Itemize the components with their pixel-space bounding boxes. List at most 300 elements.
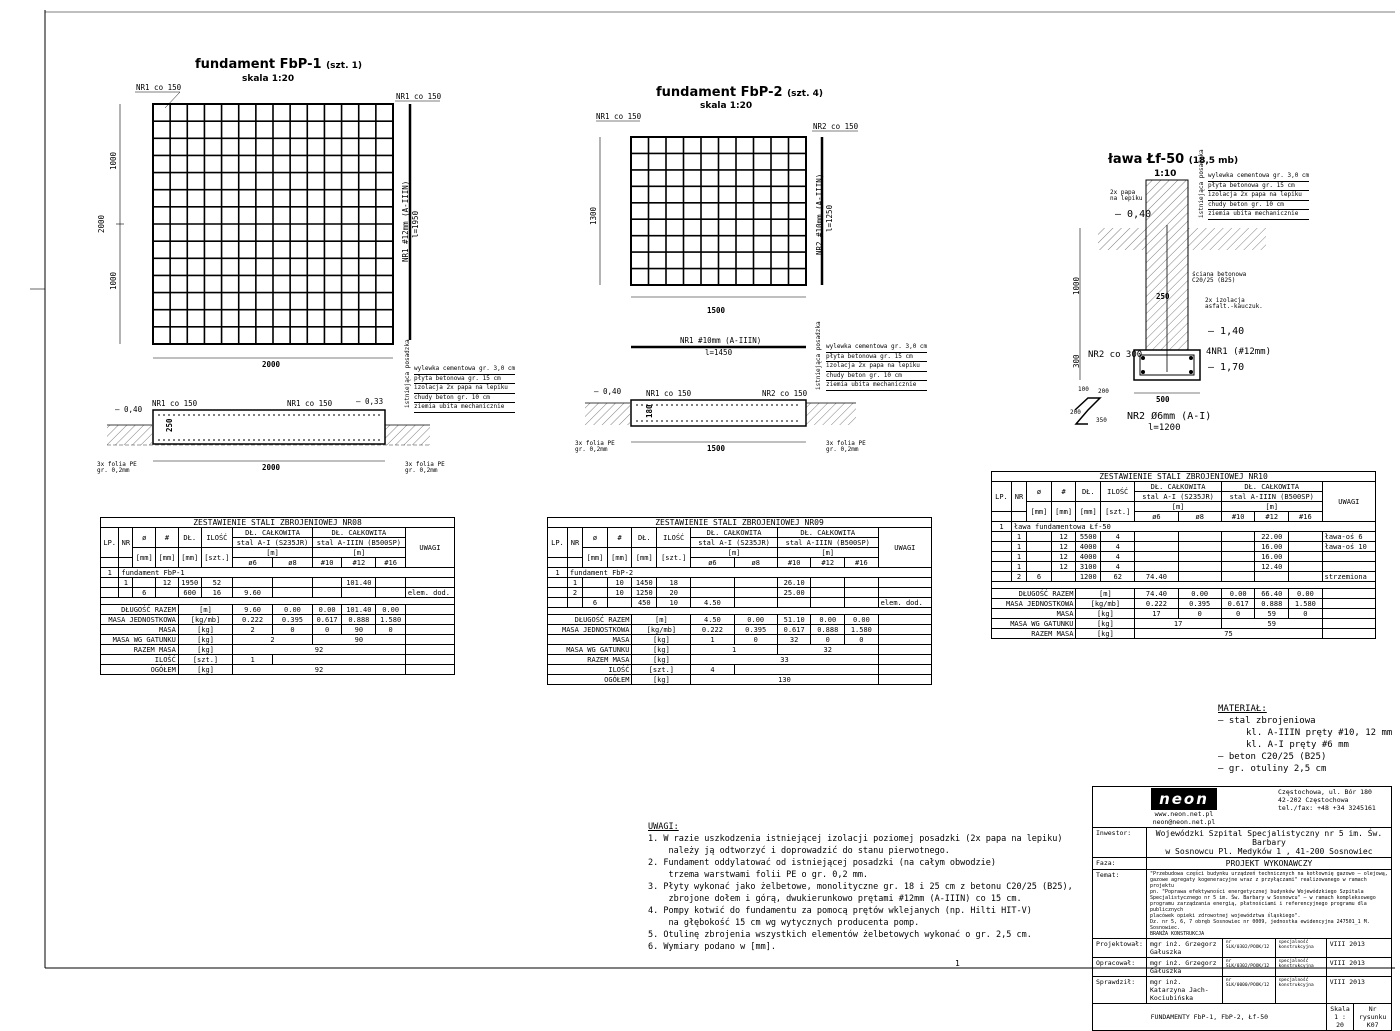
lawa-nr2-len: l=1200 (1148, 423, 1181, 433)
table-cell (1027, 532, 1052, 542)
table-cell: [kg/mb] (178, 615, 232, 625)
table-cell (273, 578, 313, 588)
h-hash: # (607, 528, 632, 548)
note-line: zbrojone dołem i górą, dwukierunkowo prętami #12mm (A-IIIN) co 15 cm. (648, 894, 1022, 904)
table-cell: 1 (119, 578, 133, 588)
h-f16: #16 (376, 558, 405, 568)
tb-inv-1: Wojewódzki Szpital Specjalistyczny nr 5 im. Św. Barbary (1155, 829, 1383, 847)
table-cell: strzemiona (1322, 572, 1375, 582)
layer-label: izolacja 2x papa na lepiku (414, 384, 515, 394)
h-a1: stal A-I (S235JR) (691, 538, 778, 548)
lawa-level-top: – 0,40 (1115, 209, 1152, 220)
table-cell: RAZEM MASA (548, 655, 632, 665)
fbp1-sec-nr1-a: NR1 co 150 (152, 399, 198, 408)
table-cell (811, 598, 845, 608)
h-fi: ø (133, 528, 156, 548)
table-cell: OGÓŁEM (101, 665, 179, 675)
table-cell: 12.40 (1255, 562, 1289, 572)
layer-label: płyta betonowa gr. 15 cm (826, 353, 927, 363)
table-cell: 0.617 (1221, 599, 1255, 609)
tb-mail: neon@neon.net.pl (1152, 818, 1216, 826)
table-cell: 32 (777, 645, 878, 655)
table-cell (1051, 572, 1076, 582)
role-date: VIII 2013 (1326, 958, 1391, 977)
topic-line: Sosnowiec. (1149, 925, 1181, 931)
table-cell: 4000 (1076, 552, 1101, 562)
note-line: należy ją odtworzyć i doprowadzić do stanu pierwotnego. (648, 846, 950, 856)
table-cell: 6 (583, 598, 608, 608)
table-cell (1027, 542, 1052, 552)
lawa-dim-500: 500 (1156, 395, 1170, 404)
table-cell: 4000 (1076, 542, 1101, 552)
table-cell: 4.50 (691, 598, 734, 608)
table-cell: ława-oś 10 (1322, 542, 1375, 552)
note-line: 2. Fundament oddylatować od istniejącej posadzki (na całym obwodzie) (648, 858, 996, 868)
topic-line: gazowe agregaty kogeneracyjne wraz z przyłączami" realizowanego w ramach projektu (1149, 877, 1367, 889)
notes-title: UWAGI: (648, 822, 679, 832)
steel-table-nr10: ZESTAWIENIE STALI ZBROJENIOWEJ NR10 LP. NR ø # DŁ. ILOŚĆ DŁ. CAŁKOWITA DŁ. CAŁKOWITA UWAGI stal A-I (S235JR) stal A-IIIN (B500SP) [mm] [mm] [mm] [szt.] [m] [m] ø6 ø8 #10 #12 #16 1 ława fundamentowa Łf-50 1 12 5500 4 22.00 ława-oś 6 1 12 4000 4 16.00 ława-oś 10 1 12 4000 4 16.00 1 12 3100 4 12.40 2 6 1200 62 74.40 strzemiona DŁUGOŚĆ RAZEM [m] 74.40 0.00 0.00 66.40 0.00 MASA JEDNOSTKOWA [kg/mb] 0.222 0.395 0.617 0.888 1.580 MASA [kg] 17 0 0 59 0 MASA WG GATUNKU [kg] 17 59 RAZEM MASA [kg] 75 (991, 471, 1376, 639)
table-cell: 74.40 (1135, 589, 1178, 599)
h-f6: ø6 (691, 558, 734, 568)
table-cell (734, 665, 878, 675)
h-lp: LP. (992, 482, 1012, 512)
table-cell: 66.40 (1255, 589, 1289, 599)
table-cell: 33 (691, 655, 878, 665)
table-cell: 12 (156, 578, 179, 588)
table-cell: 1200 (1076, 572, 1101, 582)
table-cell (233, 578, 273, 588)
table-row (548, 578, 932, 588)
table-cell (156, 588, 179, 598)
table-cell: 12 (1051, 552, 1076, 562)
table-cell: 25.00 (777, 588, 811, 598)
table-cell (1135, 552, 1178, 562)
table-cell (734, 578, 777, 588)
h-fi: ø (583, 528, 608, 548)
table-cell: 0 (1221, 609, 1255, 619)
note-line: 5. Otulinę zbrojenia wszystkich elementów żelbetowych wykonać o gr. 2,5 cm. (648, 930, 1032, 940)
note-line: na głębokość 15 cm wg wytycznych producenta pomp. (648, 918, 920, 928)
note-line: trzema warstwami folii PE o gr. 0,2 mm. (648, 870, 869, 880)
tb-topic-label: Temat: (1093, 870, 1147, 939)
tb-addr2: 42-202 Częstochowa (1278, 796, 1349, 804)
h-szt: [szt.] (657, 548, 691, 568)
table-cell (548, 588, 568, 598)
h-f16: #16 (845, 558, 879, 568)
fbp2-bar-label: NR2 #10mm (A-IIIN) (815, 173, 824, 255)
fbp2-dim-width: 1500 (707, 306, 726, 315)
table-cell: 0 (273, 625, 313, 635)
role-spec: specjalność konstrukcyjna (1275, 977, 1326, 1004)
table-cell (405, 605, 454, 615)
logo: neon (1151, 788, 1217, 810)
table-cell: 9.60 (233, 605, 273, 615)
table-cell: 6 (1027, 572, 1052, 582)
h-szt: [szt.] (201, 548, 233, 568)
table-cell (1221, 542, 1255, 552)
table-cell (312, 588, 341, 598)
h-mm3: [mm] (1076, 502, 1101, 522)
table-cell: 1 (1011, 552, 1026, 562)
table-cell: 4 (691, 665, 734, 675)
h-a3: stal A-IIIN (B500SP) (1221, 492, 1322, 502)
role-name: mgr inż. Katarzyna Jach-Kociubińska (1146, 977, 1222, 1004)
h-a1: stal A-I (S235JR) (1135, 492, 1222, 502)
lawa-stirrup-b: 200 (1098, 388, 1109, 395)
table-cell: [kg] (632, 655, 691, 665)
table-cell: 0.395 (273, 615, 313, 625)
table-cell: 12 (1051, 542, 1076, 552)
steel-table-nr09: ZESTAWIENIE STALI ZBROJENIOWEJ NR09 LP. NR ø # DŁ. ILOŚĆ DŁ. CAŁKOWITA DŁ. CAŁKOWITA UWAGI stal A-I (S235JR) stal A-IIIN (B500SP) [mm] [mm] [mm] [szt.] [m] [m] ø6 ø8 #10 #12 #16 1 fundament FbP-2 1 10 1450 18 26.10 2 10 1250 20 25.00 6 450 10 4.50 elem. dod. DŁUGOŚĆ RAZEM [m] 4.50 0.00 51.10 0.00 0.00 MASA JEDNOSTKOWA [kg/mb] 0.222 0.395 0.617 0.888 1.580 MASA [kg] 1 0 32 0 0 MASA WG GATUNKU [kg] 1 32 RAZEM MASA [kg] 33 ILOŚĆ [szt.] 4 OGÓŁEM [kg] 130 (547, 517, 932, 685)
table-cell (405, 665, 454, 675)
topic-line: BRANŻA KONSTRUKCJA (1149, 931, 1205, 937)
table-cell: [kg] (632, 675, 691, 685)
layer-label: izolacja 2x papa na lepiku (1208, 191, 1309, 201)
h-dl: DŁ. (1076, 482, 1101, 502)
table-cell: 0.00 (811, 615, 845, 625)
table-cell: 0 (1178, 609, 1221, 619)
table-cell (1221, 572, 1255, 582)
h-m1: [m] (233, 548, 313, 558)
table-cell: MASA (548, 635, 632, 645)
table-cell: 5500 (1076, 532, 1101, 542)
table-cell: 59 (1255, 609, 1289, 619)
table-cell (1027, 562, 1052, 572)
fbp1-bar-length: l=1950 (411, 210, 420, 238)
table-cell (548, 598, 568, 608)
table-cell: 17 (1135, 609, 1178, 619)
table-cell: 51.10 (777, 615, 811, 625)
table-cell: 1 (233, 655, 273, 665)
h-mm2: [mm] (1051, 502, 1076, 522)
h-dlc2: DŁ. CAŁKOWITA (777, 528, 878, 538)
tb-num: K07 (1366, 1021, 1379, 1029)
fbp2-dim-height: 1300 (589, 206, 598, 225)
lawa-dim-250: 250 (1156, 292, 1170, 301)
role-row (1093, 977, 1392, 1004)
table-cell (405, 578, 454, 588)
h-nr: NR (567, 528, 582, 558)
note-line: 1. W razie uszkodzenia istniejącej izolacji poziomej posadzki (2x papa na lepiku) (648, 834, 1063, 844)
table-cell: RAZEM MASA (992, 629, 1076, 639)
table-cell (845, 578, 879, 588)
layer-label: chudy beton gr. 10 cm (414, 394, 515, 404)
table-cell: 17 (1135, 619, 1222, 629)
table-cell (405, 615, 454, 625)
table-cell: 0.395 (734, 625, 777, 635)
table-cell (273, 588, 313, 598)
table-cell (405, 655, 454, 665)
table-cell (376, 588, 405, 598)
fbp1-foil-right: 3x folia PE gr. 0,2mm (405, 461, 445, 474)
table-cell: 0.888 (811, 625, 845, 635)
table-cell: 0.00 (1221, 589, 1255, 599)
fbp2-layers-title: istniejąca posadzka (815, 321, 822, 390)
tb-num-label: Nr rysunku (1358, 1005, 1387, 1021)
steel-table-nr08: ZESTAWIENIE STALI ZBROJENIOWEJ NR08 LP. NR ø # DŁ. ILOŚĆ DŁ. CAŁKOWITA DŁ. CAŁKOWITA UWAGI stal A-I (S235JR) stal A-IIIN (B500SP) [mm] [mm] [mm] [szt.] [m] [m] ø6 ø8 #10 #12 #16 1 fundament FbP-1 1 12 1950 52 101.40 6 600 16 9.60 elem. dod. DŁUGOŚĆ RAZEM [m] 9.60 0.00 0.00 101.40 0.00 MASA JEDNOSTKOWA [kg/mb] 0.222 0.395 0.617 0.888 1.580 MASA [kg] 2 0 0 90 0 MASA WG GATUNKU [kg] 2 90 RAZEM MASA [kg] 92 ILOŚĆ [szt.] 1 OGÓŁEM [kg] 92 (100, 517, 455, 675)
table-cell (1135, 562, 1178, 572)
table-cell (1135, 542, 1178, 552)
table-cell (583, 588, 608, 598)
table-cell: 1 (1011, 542, 1026, 552)
lawa-dim-1000: 1000 (1072, 276, 1081, 295)
table-cell: 26.10 (777, 578, 811, 588)
lawa-title: ława Łf-50 (18,5 mb) (1108, 152, 1239, 167)
table-cell: [szt.] (632, 665, 691, 675)
tb-scale: 1 : 20 (1334, 1013, 1346, 1029)
table-cell: 0.00 (1289, 589, 1323, 599)
table-cell (878, 615, 931, 625)
table-cell (1178, 532, 1221, 542)
fbp2-foil-left: 3x folia PE gr. 0,2mm (575, 440, 615, 453)
table-cell: 59 (1221, 619, 1322, 629)
lawa-stirrup-c: 350 (1096, 417, 1107, 424)
table-cell: 1 (691, 645, 778, 655)
lawa-nr2-bar: NR2 Ø6mm (A-I) (1127, 411, 1212, 422)
h-lp: LP. (101, 528, 119, 558)
material-line: kl. A-I pręty #6 mm (1246, 740, 1349, 750)
table-cell: 2 (233, 625, 273, 635)
tb-phase: PROJEKT WYKONAWCZY (1146, 858, 1391, 870)
h-nr: NR (1011, 482, 1026, 512)
table-cell: 0.00 (734, 615, 777, 625)
table-cell: 2 (567, 588, 582, 598)
h-f8: ø8 (273, 558, 313, 568)
fbp1-scale: skala 1:20 (242, 74, 295, 84)
table-cell: 1 (1011, 562, 1026, 572)
fbp1-layers-title: istniejąca posadzka (404, 339, 411, 408)
nr10-title: ZESTAWIENIE STALI ZBROJENIOWEJ NR10 (992, 472, 1376, 482)
table-cell (133, 578, 156, 588)
lawa-stirrup-d: 200 (1070, 409, 1081, 416)
h-m2: [m] (777, 548, 878, 558)
layer-label: ziemia ubita mechanicznie (414, 403, 515, 413)
h-f12: #12 (1255, 512, 1289, 522)
table-cell: 0 (811, 635, 845, 645)
fbp1-sec-height: 250 (165, 418, 174, 432)
h-uw: UWAGI (878, 528, 931, 568)
table-cell: 0.222 (691, 625, 734, 635)
h-dlc2: DŁ. CAŁKOWITA (1221, 482, 1322, 492)
table-cell: 20 (657, 588, 691, 598)
notes-block (648, 821, 1073, 953)
table-cell: 4 (1101, 562, 1135, 572)
fbp2-level: – 0,40 (594, 387, 622, 396)
lawa-scale: 1:10 (1154, 169, 1177, 179)
table-cell: 4 (1101, 532, 1135, 542)
table-cell: 62 (1101, 572, 1135, 582)
table-cell: 0.888 (1255, 599, 1289, 609)
table-cell: elem. dod. (405, 588, 454, 598)
table-cell: 92 (233, 645, 406, 655)
table-cell (548, 578, 568, 588)
h-f6: ø6 (1135, 512, 1178, 522)
table-row (992, 532, 1376, 542)
h-m1: [m] (691, 548, 778, 558)
table-cell: 0.222 (1135, 599, 1178, 609)
h-m1: [m] (1135, 502, 1222, 512)
table-cell: 32 (777, 635, 811, 645)
h-il: ILOŚĆ (657, 528, 691, 548)
fbp1-nr1-right: NR1 co 150 (396, 92, 442, 101)
lawa-nr1: 4NR1 (#12mm) (1206, 347, 1272, 357)
table-cell: 0.617 (312, 615, 341, 625)
h-mm2: [mm] (607, 548, 632, 568)
h-nr: NR (119, 528, 133, 558)
h-mm1: [mm] (583, 548, 608, 568)
table-cell (734, 598, 777, 608)
layer-label: ziemia ubita mechanicznie (826, 381, 927, 391)
fbp1-title: fundament FbP-1 (szt. 1) (195, 57, 363, 72)
fbp1-plan (116, 92, 440, 358)
table-row (101, 578, 455, 588)
tb-addr1: Częstochowa, ul. Bór 180 (1278, 788, 1372, 796)
table-cell (1289, 542, 1323, 552)
table-cell: [kg] (1076, 629, 1135, 639)
table-row (101, 588, 455, 598)
h-f8: ø8 (1178, 512, 1221, 522)
table-cell: 10 (607, 578, 632, 588)
table-cell (1178, 542, 1221, 552)
table-cell: 101.40 (342, 605, 376, 615)
table-cell: 0.00 (1178, 589, 1221, 599)
table-cell (1322, 552, 1375, 562)
table-cell: 0.00 (273, 605, 313, 615)
table-cell: [m] (632, 615, 691, 625)
topic-line: Dz. nr 5, 6, 7 obręb Sosnowiec nr 0009, jednostka ewidencyjna 247501_1 M. (1149, 919, 1370, 925)
table-cell: 16.00 (1255, 552, 1289, 562)
table-cell: 4.50 (691, 615, 734, 625)
role-date: VIII 2013 (1326, 977, 1391, 1004)
tb-inv-label: Inwestor: (1093, 828, 1147, 858)
table-cell: 16 (201, 588, 233, 598)
table-cell: 12 (1051, 532, 1076, 542)
table-cell: 0.00 (845, 615, 879, 625)
nr10-group: ława fundamentowa Łf-50 (1011, 522, 1375, 532)
topic-line: programu zarządzania energią, płatnościami i referencyjnego programu dla publicznych (1149, 901, 1367, 913)
table-row (992, 542, 1376, 552)
table-cell (878, 635, 931, 645)
tb-addr3: tel./fax: +48 +34 3245161 (1278, 804, 1376, 812)
topic-line: pn. "Poprawa efektywności energetycznej budynków Wojewódzkiego Szpitala (1149, 889, 1364, 895)
h-dlc1: DŁ. CAŁKOWITA (691, 528, 778, 538)
table-cell (1322, 599, 1375, 609)
table-cell: [m] (1076, 589, 1135, 599)
table-cell (342, 588, 376, 598)
table-cell: 0.00 (312, 605, 341, 615)
layer-label: izolacja 2x papa na lepiku (826, 362, 927, 372)
layer-label: płyta betonowa gr. 15 cm (414, 375, 515, 385)
h-il: ILOŚĆ (1101, 482, 1135, 502)
table-cell: 10 (607, 588, 632, 598)
table-cell: 1.580 (845, 625, 879, 635)
h-f10: #10 (777, 558, 811, 568)
material-line: – beton C20/25 (B25) (1218, 752, 1327, 762)
table-cell: 0 (376, 625, 405, 635)
role-date: VIII 2013 (1326, 939, 1391, 958)
h-uw: UWAGI (405, 528, 454, 568)
h-dl: DŁ. (178, 528, 201, 548)
table-cell: 92 (233, 665, 406, 675)
table-cell: 52 (201, 578, 233, 588)
table-cell (878, 588, 931, 598)
fbp1-sec-nr1-b: NR1 co 150 (287, 399, 333, 408)
h-uw: UWAGI (1322, 482, 1375, 522)
topic-line: "Przebudowa części budynku urządzeń technicznych na kotłownię gazowo – olejową, (1149, 871, 1388, 877)
table-cell: ława-oś 6 (1322, 532, 1375, 542)
h-lp: LP. (548, 528, 568, 558)
table-cell: MASA JEDNOSTKOWA (101, 615, 179, 625)
table-cell: 1 (567, 578, 582, 588)
table-cell: 1250 (632, 588, 657, 598)
table-cell (992, 542, 1012, 552)
fbp2-nr1: NR1 co 150 (596, 112, 642, 121)
table-cell: 1 (1011, 532, 1026, 542)
fbp2-section (585, 400, 856, 442)
fbp2-sec-width: 1500 (707, 444, 726, 453)
h-f10: #10 (1221, 512, 1255, 522)
lawa-layers-title: istniejąca posadzka (1198, 149, 1205, 218)
h-dlc1: DŁ. CAŁKOWITA (1135, 482, 1222, 492)
table-cell (878, 665, 931, 675)
role-spec: specjalność konstrukcyjna (1275, 958, 1326, 977)
table-cell (405, 635, 454, 645)
lawa-stirrup-a: 100 (1078, 386, 1089, 393)
fbp1-sec-width: 2000 (262, 463, 281, 472)
table-cell (691, 578, 734, 588)
table-cell: 130 (691, 675, 878, 685)
note-line: 4. Pompy kotwić do fundamentu za pomocą prętów wklejanych (np. Hilti HIT-V) (648, 906, 1032, 916)
table-cell (691, 588, 734, 598)
table-cell: 12 (1051, 562, 1076, 572)
table-cell: MASA JEDNOSTKOWA (992, 599, 1076, 609)
table-cell: DŁUGOŚĆ RAZEM (992, 589, 1076, 599)
table-cell: [m] (178, 605, 232, 615)
table-cell (1027, 552, 1052, 562)
role-role: Opracował: (1093, 958, 1147, 977)
note-line: 3. Płyty wykonać jako żelbetowe, monolityczne gr. 18 i 25 cm z betonu C20/25 (B25), (648, 882, 1073, 892)
table-cell (1221, 562, 1255, 572)
table-cell (101, 588, 119, 598)
table-cell: MASA WG GATUNKU (101, 635, 179, 645)
fbp1-dim-2000: 2000 (97, 214, 106, 233)
fbp1-level-left: – 0,40 (115, 405, 143, 414)
table-cell (992, 572, 1012, 582)
fbp1-dim-1000-top: 1000 (109, 151, 118, 170)
fbp2-sec-nr2: NR2 co 150 (762, 389, 808, 398)
h-dl: DŁ. (632, 528, 657, 548)
table-cell (811, 578, 845, 588)
table-cell: 450 (632, 598, 657, 608)
fbp1-dim-1000-bottom: 1000 (109, 271, 118, 290)
h-f8: ø8 (734, 558, 777, 568)
role-name: mgr inż. Grzegorz Gałuszka (1146, 939, 1222, 958)
table-cell: 0 (312, 625, 341, 635)
table-cell (405, 625, 454, 635)
table-row (548, 588, 932, 598)
tb-web: www.neon.net.pl (1154, 810, 1214, 818)
table-cell (1178, 552, 1221, 562)
table-cell: 0.888 (342, 615, 376, 625)
table-cell: ILOŚĆ (548, 665, 632, 675)
table-cell (548, 608, 932, 615)
role-name: mgr inż. Grzegorz Gałuszka (1146, 958, 1222, 977)
table-cell: 2 (233, 635, 313, 645)
table-cell (1255, 572, 1289, 582)
role-row (1093, 958, 1392, 977)
table-cell (734, 588, 777, 598)
table-cell (811, 588, 845, 598)
